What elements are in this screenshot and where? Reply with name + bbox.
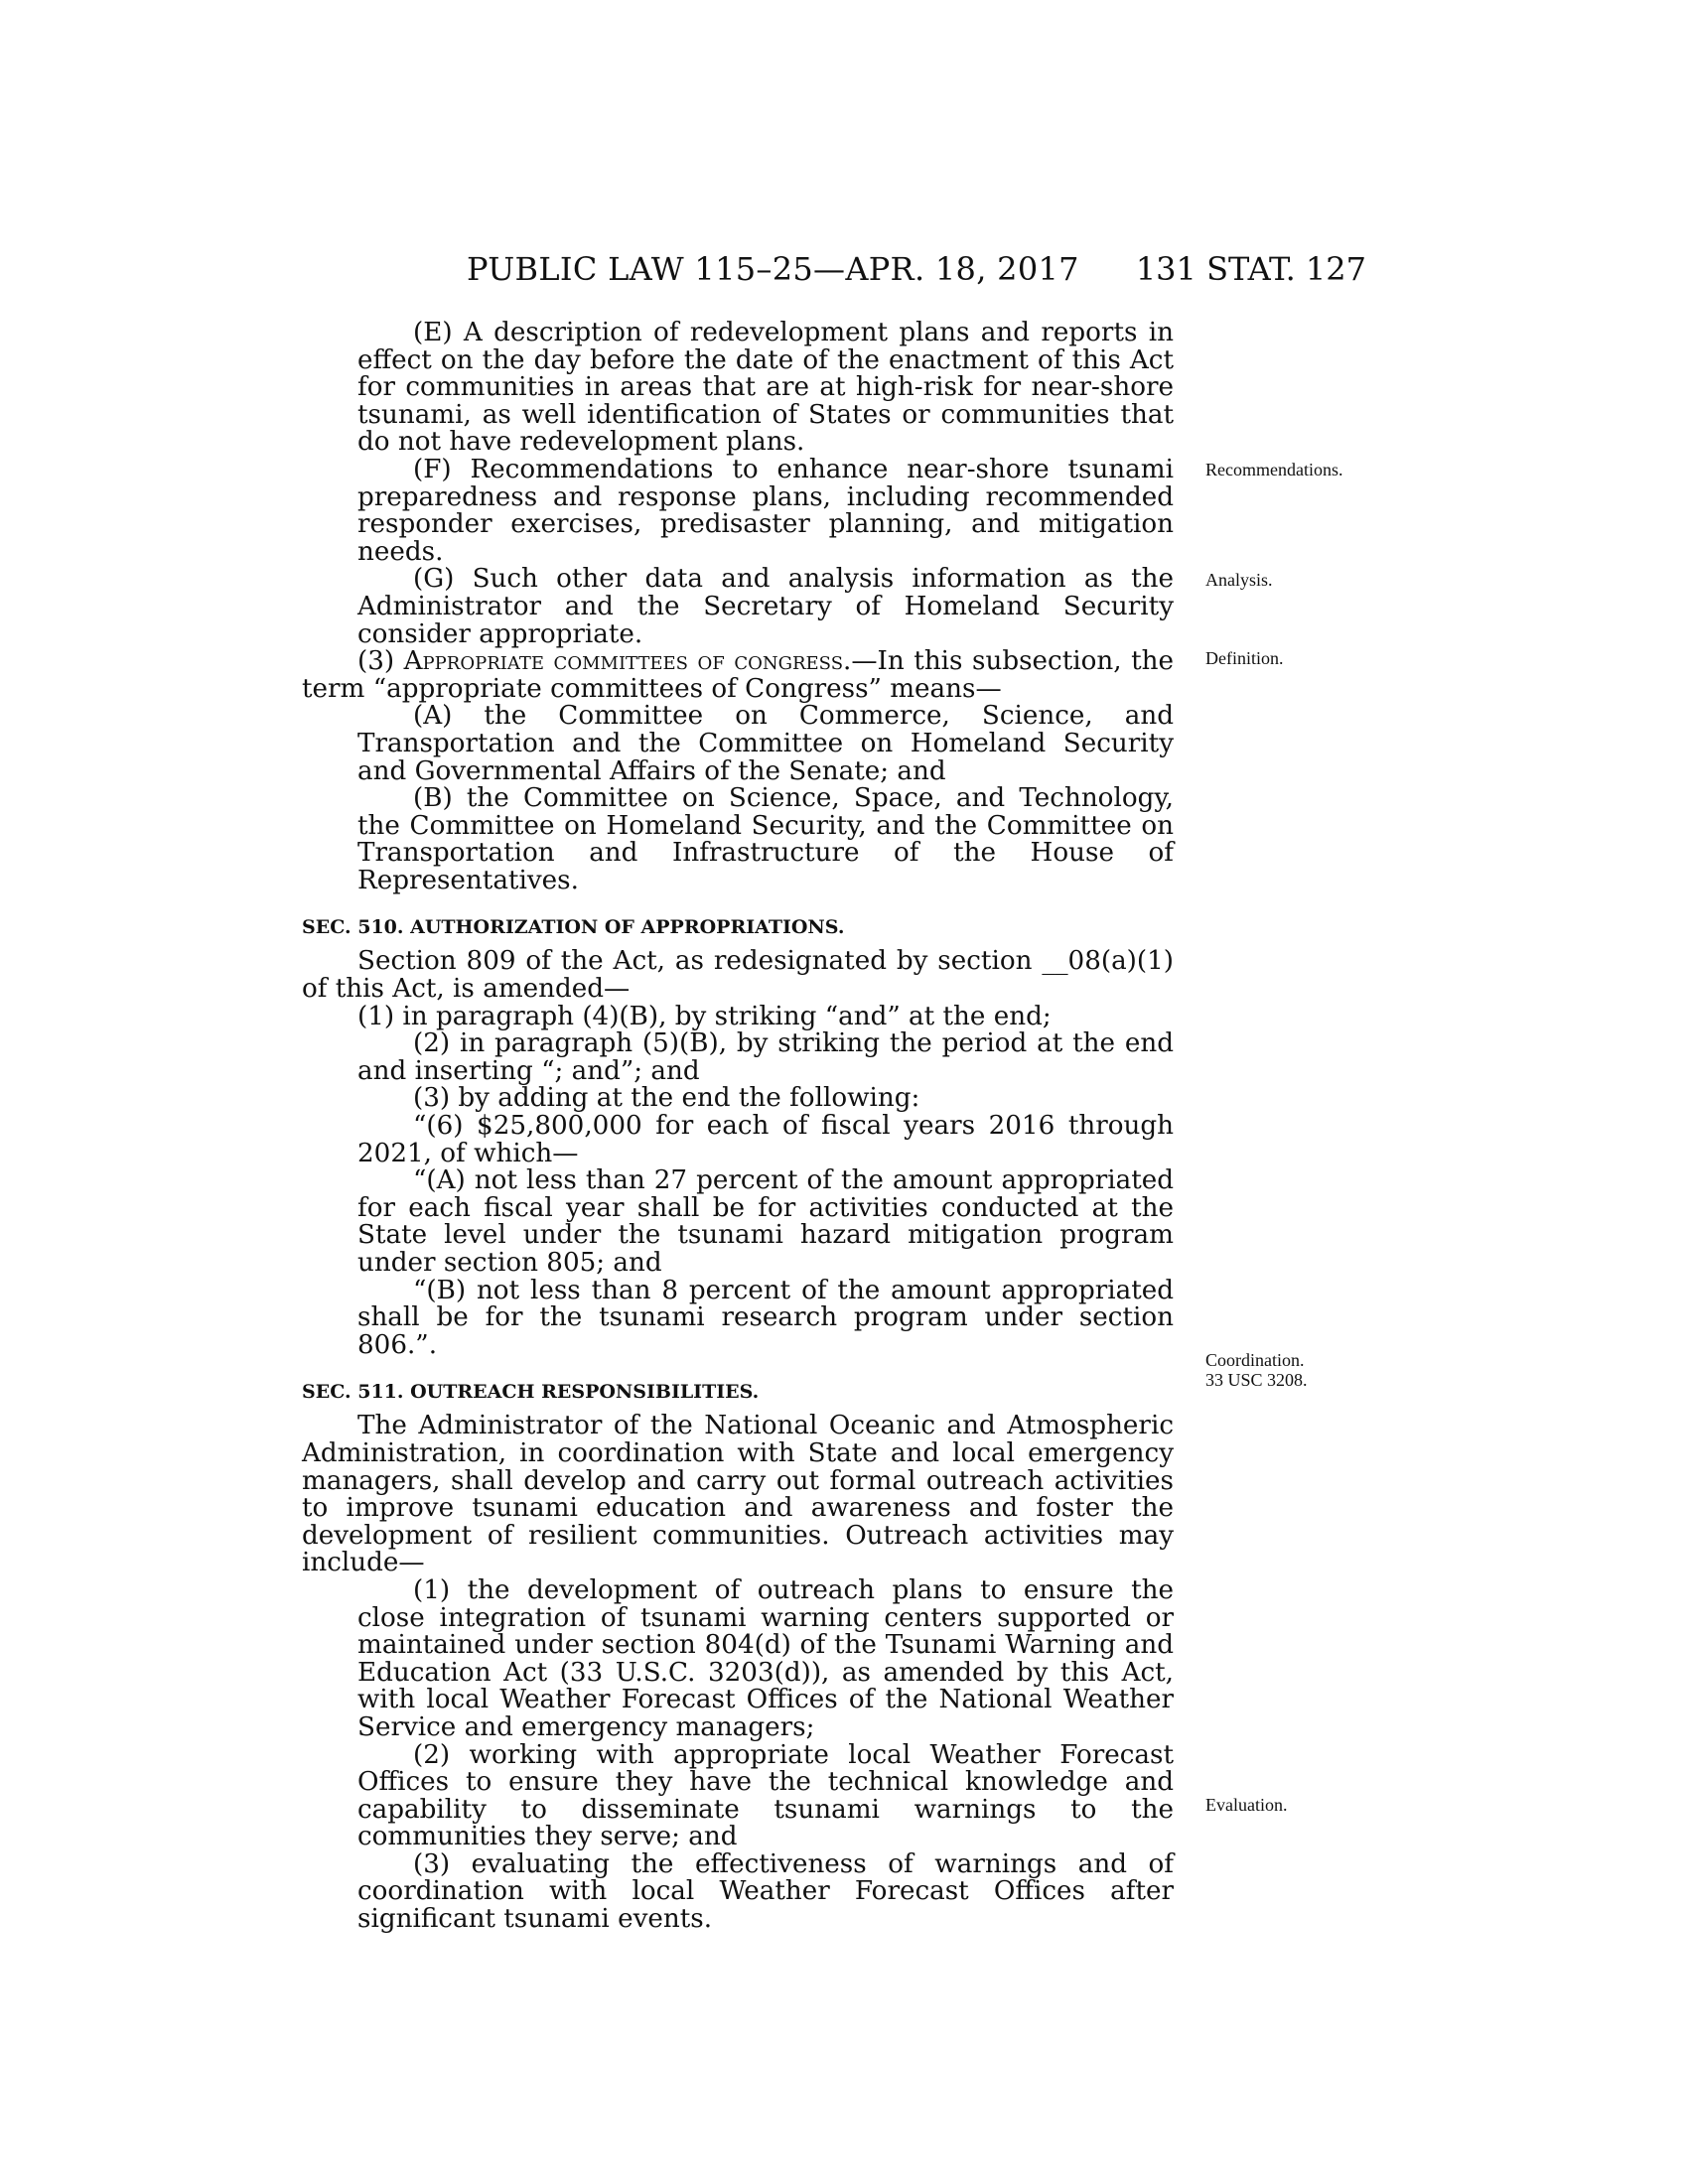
sec-510-item-1: (1) in paragraph (4)(B), by striking “and” at the end; [357, 1001, 1052, 1031]
document-body [302, 320, 1174, 1934]
sec-510-item-3: (3) by adding at the end the following: [413, 1083, 920, 1114]
sec-511-item-2: (2) working with appropriate local Weather Forecast Offices to ensure they have the technical knowledge and capability to disseminate tsunami warnings to the communities they serve; and [357, 1739, 1174, 1852]
margin-note-definition: Definition. [1205, 648, 1284, 668]
margin-note-usc: 33 USC 3208. [1205, 1370, 1308, 1390]
paragraph-3 [302, 648, 1174, 703]
sec-511-intro: The Administrator of the National Oceanic and Atmospheric Administration, in coordination with State and local emergency managers, shall develop and carry out formal outreach activities to improve tsunami education and awareness and foster the development of resilient communities. Outreach activities may include— [302, 1411, 1174, 1578]
margin-note-recommendations: Recommendations. [1205, 460, 1343, 479]
sec-511-item-3: (3) evaluating the effectiveness of warnings and of coordination with local Weather Forecast Offices after significant tsunami events. [357, 1848, 1174, 1935]
header-stat-page: 131 STAT. 127 [1135, 250, 1366, 288]
header-title: PUBLIC LAW 115–25—APR. 18, 2017 [467, 250, 1079, 288]
sec-511-item-1: (1) the development of outreach plans to ensure the close integration of tsunami warning centers supported or maintained under section 804(d) of the Tsunami Warning and Education Act (33 U.S.C. 3203(d)), as amended by this Act, with local Weather Forecast Offices of the National Weather Service and emergency managers; [357, 1574, 1174, 1742]
running-header [467, 250, 1366, 290]
sec-510-quote-A: “(A) not less than 27 percent of the amount appropriated for each fiscal year shall be for activities conducted at the State level under the tsunami hazard mitigation program under section 805; and [357, 1165, 1174, 1278]
margin-note-coordination: Coordination. [1205, 1350, 1305, 1370]
margin-note-evaluation: Evaluation. [1205, 1795, 1288, 1815]
sec-510-quote-B: “(B) not less than 8 percent of the amount appropriated shall be for the tsunami research program under section 806.”. [357, 1275, 1174, 1360]
paragraph-G: (G) Such other data and analysis information as the Administrator and the Secretary of Homeland Security consider appropriate. [357, 564, 1174, 649]
paragraph-3-text: —In this subsection, the term “appropriate committees of Congress” means— [302, 646, 1174, 704]
paragraph-3B: (B) the Committee on Science, Space, and Technology, the Committee on Homeland Security, and the Committee on Transportation and Infrastructure of the House of Representatives. [357, 783, 1174, 895]
sec-511-heading: SEC. 511. OUTREACH RESPONSIBILITIES. [302, 1381, 760, 1404]
margin-note-analysis: Analysis. [1205, 570, 1273, 590]
paragraph-3A: (A) the Committee on Commerce, Science, and Transportation and the Committee on Homeland Security and Governmental Affairs of the Senate; and [357, 701, 1174, 786]
sec-510-quote-6: “(6) $25,800,000 for each of fiscal years 2016 through 2021, of which— [357, 1111, 1174, 1168]
paragraph-E: (E) A description of redevelopment plans and reports in effect on the day before the date of the enactment of this Act for communities in areas that are at high-risk for near-shore tsunami, as well identification of States or communities that do not have redevelopment plans. [357, 318, 1174, 458]
sec-510-heading: SEC. 510. AUTHORIZATION OF APPROPRIATIONS. [302, 916, 845, 939]
sec-510-intro: Section 809 of the Act, as redesignated by section __08(a)(1) of this Act, is amended— [302, 946, 1174, 1005]
paragraph-3-heading: (3) Appropriate committees of congress. [357, 646, 852, 677]
paragraph-F: (F) Recommendations to enhance near-shore tsunami preparedness and response plans, including recommended responder exercises, predisaster planning, and mitigation needs. [357, 454, 1174, 567]
sec-510-item-2: (2) in paragraph (5)(B), by striking the period at the end and inserting “; and”; and [357, 1028, 1174, 1086]
